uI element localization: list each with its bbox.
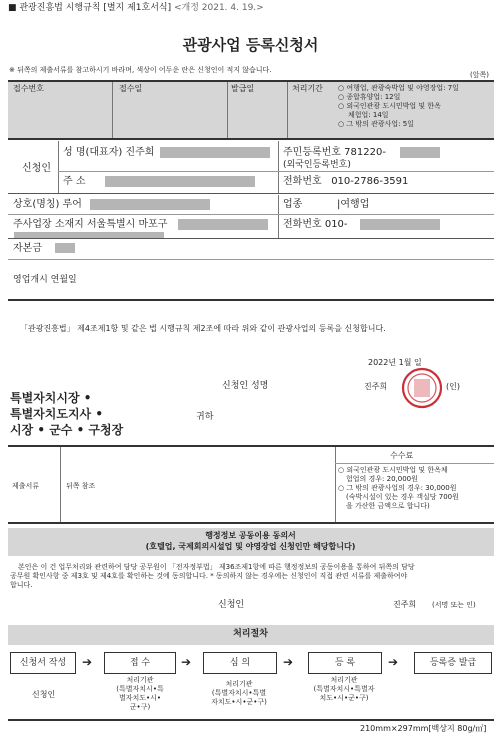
- arrow-right-icon: ➔: [283, 655, 294, 669]
- step-certificate: 등록증 발급: [414, 652, 492, 674]
- open-date-label: 영업개시 연월일: [13, 275, 77, 285]
- instruction-note: ※ 뒤쪽의 제출서류를 참고하시기 바라며, 색상이 어두운 란은 신청인이 적지 않습니다.: [9, 66, 272, 74]
- fee-label: 수수료: [390, 451, 414, 460]
- signer-name: 진주희: [364, 382, 388, 391]
- rrn-field: 주민등록번호 781220-: [283, 147, 386, 158]
- actor-review-office: 처리기관 (특별자치시•특별 자치도•시•군•구): [211, 680, 267, 706]
- procedure-title: 처리절차: [233, 629, 268, 639]
- declaration-text: 「관광진흥법」 제4조제1항 및 같은 법 시행규칙 제2조에 따라 위와 같이 관광사업의 등록을 신청합니다.: [20, 324, 386, 333]
- period-list: ○ 여행업, 관광숙박업 및 야영장업: 7일 ○ 종합휴양업: 12일 ○ 외국인관광 도시민박업 및 한옥 체험업: 14일 ○ 그 밖의 관광사업: 5일: [338, 84, 459, 128]
- business-name-field: 상호(명칭) 루어: [13, 199, 82, 210]
- redacted-capital: [55, 243, 75, 253]
- consent-title: 행정정보 공동이용 동의서: [205, 531, 296, 540]
- business-address-field: 주사업장 소재지 서울특별시 마포구: [13, 219, 168, 230]
- form-id: ■ 관광진흥법 시행규칙 [별지 제1호서식] <개정 2021. 4. 19.>: [8, 3, 264, 13]
- name-value: 진주희: [125, 147, 155, 158]
- arrow-right-icon: ➔: [82, 655, 93, 669]
- redacted-business-address: [178, 219, 268, 230]
- arrow-right-icon: ➔: [181, 655, 192, 669]
- consent-subtitle: (호텔업, 국제회의시설업 및 야영장업 신청인만 해당합니다): [145, 542, 356, 551]
- recipient-block: 특별자치시장 • 특별자치도지사 • 시장 • 군수 • 구청장: [10, 391, 124, 437]
- consent-signer-label: 신청인: [218, 600, 245, 610]
- actor-registration-office: 처리기관 (특별자치시•특별자 치도•시•군•구): [313, 676, 375, 702]
- redacted-name-detail: [160, 147, 270, 158]
- actor-receipt-office: 처리기관 (특별자치시•특 별자치도•시• 군•구): [116, 676, 164, 711]
- revision-note: <개정 2021. 4. 19.>: [173, 3, 264, 13]
- phone-field: 전화번호 010-2786-3591: [283, 176, 409, 187]
- step-review: 심 의: [203, 652, 277, 674]
- receipt-no-label: 접수번호: [13, 84, 44, 93]
- consent-signer-name: 진주희: [393, 600, 417, 609]
- signer-label: 신청인 성명: [222, 381, 269, 391]
- step-receipt: 접 수: [104, 652, 176, 674]
- redacted-business-name: [90, 199, 210, 210]
- documents-label: 제출서류: [12, 482, 40, 490]
- name-label: 성 명(대표자) 진주희: [63, 147, 155, 158]
- document-title: 관광사업 등록신청서: [182, 36, 319, 54]
- foreign-rrn-label: (외국인등록번호): [283, 160, 351, 170]
- address-label: 주 소: [63, 176, 86, 187]
- application-date: 2022년 1월 일: [368, 358, 422, 367]
- consent-sign-hint: (서명 또는 인): [432, 601, 476, 609]
- business-type-value: |여행업: [337, 199, 370, 210]
- business-phone-field: 전화번호 010-: [283, 219, 348, 230]
- red-seal-stamp: [400, 366, 444, 410]
- step-registration: 등 록: [308, 652, 382, 674]
- redacted-rrn: [400, 147, 440, 158]
- redacted-address: [105, 176, 255, 187]
- paper-spec: 210mm×297mm[백상지 80g/㎡]: [360, 724, 487, 733]
- actor-applicant: 신청인: [32, 690, 56, 699]
- step-application: 신청서 작성: [10, 652, 76, 674]
- documents-value: 뒤쪽 참조: [66, 482, 96, 490]
- period-label: 처리기간: [292, 84, 323, 93]
- capital-label: 자본금: [13, 243, 42, 254]
- page-side: (앞쪽): [470, 71, 489, 79]
- arrow-right-icon: ➔: [388, 655, 399, 669]
- redacted-business-phone: [360, 219, 440, 230]
- honorific: 귀하: [196, 412, 214, 422]
- applicant-label: 신청인: [22, 163, 51, 174]
- consent-body: 본인은 이 건 업무처리와 관련하여 담당 공무원이 「전자정부법」 제36조제1항에 따른 행정정보의 공동이용을 통하여 뒤쪽의 담당 공무원 확인사항 중 제3호 및 제4호를 확인하는 것에 동의합니다. * 동의하지 않는 경우에는 신청인이 직접 관련 서류를 제출하여야 합니다.: [10, 563, 415, 589]
- receipt-date-label: 접수일: [119, 84, 143, 93]
- business-type-label: 업종: [283, 199, 303, 210]
- fee-details: ○ 외국인관광 도시민박업 및 한옥체 험업의 경우: 20,000원 ○ 그 밖의 관광사업의 경우: 30,000원 (숙박시설이 있는 경우 객실당 700원 을 가산한 금액으로 합니다): [338, 466, 459, 510]
- issue-date-label: 발급일: [231, 84, 255, 93]
- seal-mark: (인): [446, 382, 460, 391]
